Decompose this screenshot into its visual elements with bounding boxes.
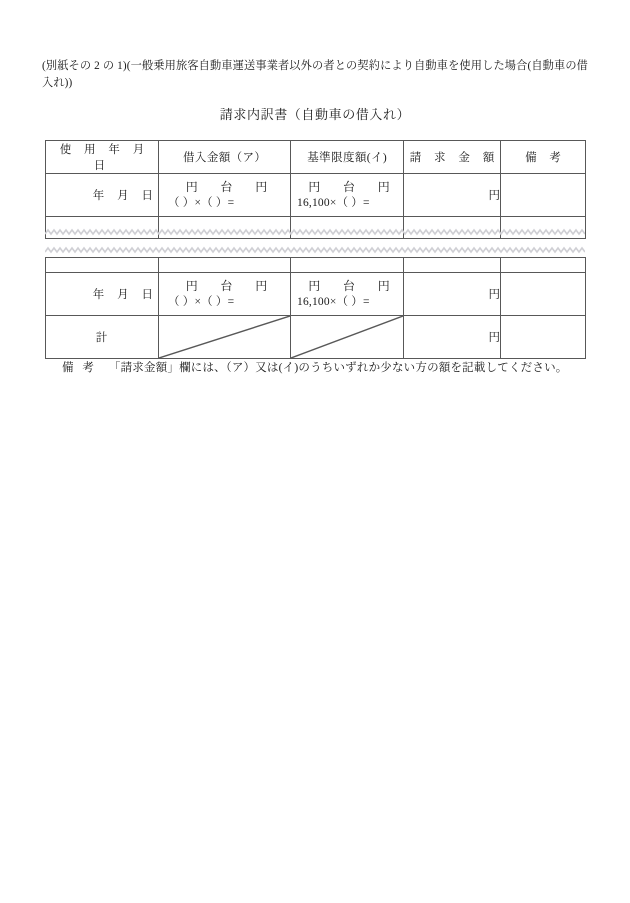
cell-claim-amount[interactable]: 円 [404, 273, 501, 316]
cell-claim-amount[interactable] [404, 258, 501, 273]
cell-standard-limit[interactable] [291, 174, 404, 217]
cell-remarks[interactable] [501, 273, 586, 316]
limit-formula: 16,100×（ ）= [297, 197, 370, 209]
cell-standard-limit[interactable] [291, 273, 404, 316]
limit-units: 円 台 円 [308, 279, 400, 293]
cell-total-label: 計 [46, 316, 159, 359]
table-row [46, 273, 586, 316]
diagonal-strike-icon [291, 316, 403, 358]
page-title: 請求内訳書（自動車の借入れ） [219, 107, 411, 122]
cell-use-date[interactable]: 年 月 日 [46, 273, 159, 316]
cell-remarks[interactable] [501, 258, 586, 273]
cell-borrow-amount[interactable] [159, 258, 291, 273]
col-header-use-date: 使 用 年 月 日 [46, 141, 159, 174]
cell-remarks[interactable] [501, 174, 586, 217]
col-header-standard-limit: 基準限度額(イ) [291, 141, 404, 174]
col-header-remarks: 備 考 [501, 141, 586, 174]
borrow-units: 円 台 円 [185, 180, 278, 194]
limit-units: 円 台 円 [308, 180, 400, 194]
document-note: (別紙その 2 の 1)(一般乗用旅客自動車運送事業者以外の者との契約により自動車を使用した場合(自動車の借入れ)) [42, 60, 589, 89]
claim-breakdown-table-upper [45, 140, 586, 239]
table-row [46, 174, 586, 217]
table-break-zigzag-top [45, 228, 585, 236]
cell-remarks[interactable] [501, 316, 586, 359]
col-header-borrow-amount: 借入金額（ア） [159, 141, 291, 174]
borrow-formula: （ ）×（ ）= [168, 197, 235, 209]
footnote-text: 「請求金額」欄には、（ア）又は(イ)のうちいずれか少ない方の額を記載してください。 [108, 362, 568, 374]
table-total-row [46, 316, 586, 359]
table-header-row [46, 141, 586, 174]
cell-use-date[interactable]: 年 月 日 [46, 174, 159, 217]
limit-formula: 16,100×（ ）= [297, 296, 370, 308]
cell-borrow-amount-struck [159, 316, 291, 359]
cell-use-date[interactable] [46, 258, 159, 273]
table-row [46, 258, 586, 273]
footnote [62, 359, 602, 375]
footnote-label: 備 考 [62, 362, 97, 374]
borrow-units: 円 台 円 [185, 279, 278, 293]
diagonal-strike-icon [159, 316, 290, 358]
cell-claim-amount[interactable]: 円 [404, 174, 501, 217]
cell-borrow-amount[interactable] [159, 174, 291, 217]
cell-total-claim-amount[interactable]: 円 [404, 316, 501, 359]
cell-standard-limit-struck [291, 316, 404, 359]
table-break-zigzag-bottom [45, 246, 585, 254]
cell-borrow-amount[interactable] [159, 273, 291, 316]
cell-standard-limit[interactable] [291, 258, 404, 273]
claim-breakdown-table-lower [45, 257, 586, 359]
col-header-claim-amount: 請 求 金 額 [404, 141, 501, 174]
borrow-formula: （ ）×（ ）= [168, 296, 235, 308]
